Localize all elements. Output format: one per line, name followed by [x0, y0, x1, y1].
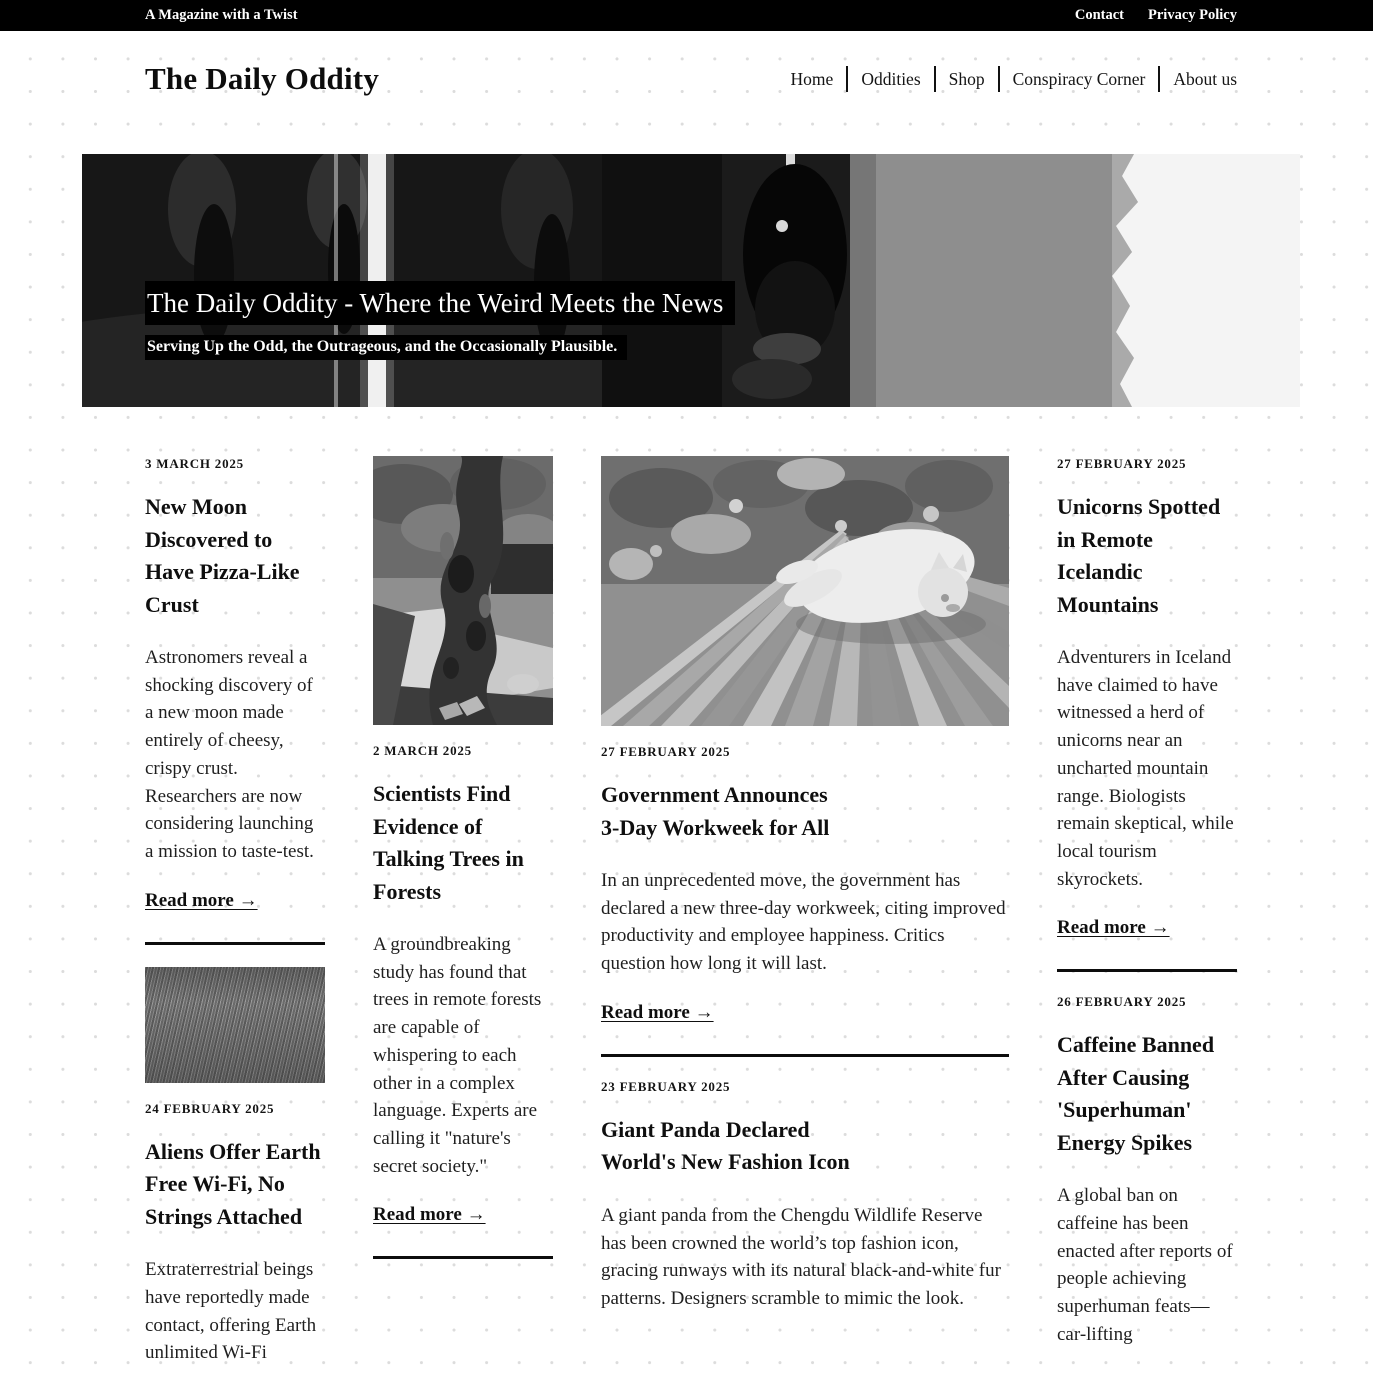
article-date: 27 FEBRUARY 2025 [601, 744, 731, 759]
nav-item-oddities[interactable]: Oddities [861, 68, 921, 89]
article-date: 2 MARCH 2025 [373, 743, 472, 758]
nav-separator [1158, 66, 1160, 92]
nav-separator [998, 66, 1000, 92]
column-4 [1057, 456, 1237, 1373]
top-bar [0, 0, 1373, 31]
article-image-cat-on-bamboo[interactable] [601, 456, 1009, 726]
article-date: 3 MARCH 2025 [145, 456, 244, 471]
article-body: A giant panda from the Chengdu Wildlife Reserve has been crowned the world’s top fashion icon, gracing runways with its natural black-and-white fur patterns. Designers scramble to mimic the look. [601, 1204, 1001, 1309]
article-date: 24 FEBRUARY 2025 [145, 1100, 275, 1116]
article-grid [145, 456, 1237, 1391]
nav-separator [846, 66, 848, 92]
column-2 [373, 456, 553, 1281]
nav-item-shop[interactable]: Shop [948, 68, 985, 89]
article-image-tree-trunk[interactable] [373, 456, 553, 725]
read-more-link[interactable]: Read more → [601, 1001, 714, 1023]
read-more-link[interactable]: Read more → [373, 1204, 486, 1226]
site-title[interactable]: The Daily Oddity [145, 61, 380, 96]
article-unicorns [1057, 456, 1237, 939]
hero-text-overlay [145, 283, 735, 360]
site-tagline: A Magazine with a Twist [145, 7, 298, 23]
article-body: In an unprecedented move, the government has declared a new three-day workweek, citing improved productivity and employee happiness. Critics question how long it will last. [601, 870, 1006, 975]
article-date: 27 FEBRUARY 2025 [1057, 456, 1187, 471]
hero-banner [82, 154, 1300, 407]
article-image-fur-texture[interactable] [145, 967, 325, 1083]
column-3 [601, 456, 1009, 1337]
article-new-moon [145, 456, 325, 912]
nav-separator [934, 66, 936, 92]
article-title[interactable]: Caffeine Banned After Causing 'Superhuman' Energy Spikes [1057, 1032, 1215, 1155]
read-more-link[interactable]: Read more → [145, 889, 258, 911]
article-date: 23 FEBRUARY 2025 [601, 1078, 731, 1094]
article-body: Extraterrestrial beings have reportedly made contact, offering Earth unlimited Wi-Fi [145, 1259, 317, 1364]
article-divider [373, 1256, 553, 1259]
article-title[interactable]: Aliens Offer Earth Free Wi-Fi, No Strings Attached [145, 1138, 321, 1229]
topbar-links [1075, 7, 1237, 24]
article-body: Astronomers reveal a shocking discovery of a new moon made entirely of cheesy, crispy crust. Researchers are now considering launching a mission to taste-test. [145, 647, 314, 862]
article-title[interactable]: Unicorns Spotted in Remote Icelandic Mountains [1057, 494, 1221, 617]
article-body: Adventurers in Iceland have claimed to have witnessed a herd of unicorns near an uncharted mountain range. Biologists remain skeptical, while local tourism skyrockets. [1057, 647, 1234, 890]
article-body: A groundbreaking study has found that trees in remote forests are capable of whispering to each other in a complex language. Experts are calling it "nature's secret society." [373, 934, 542, 1177]
main-nav [791, 66, 1237, 92]
article-date: 26 FEBRUARY 2025 [1057, 994, 1187, 1010]
column-1 [145, 456, 325, 1391]
article-title[interactable]: Government Announces 3-Day Workweek for All [601, 782, 830, 840]
article-workweek [601, 456, 1009, 1024]
article-panda-fashion [601, 1079, 1009, 1313]
site-header [0, 31, 1373, 101]
article-title[interactable]: New Moon Discovered to Have Pizza-Like Crust [145, 494, 300, 617]
article-divider [1057, 969, 1237, 972]
nav-item-about-us[interactable]: About us [1173, 68, 1237, 89]
topbar-link-contact[interactable]: Contact [1074, 7, 1125, 23]
nav-item-home[interactable]: Home [790, 68, 834, 89]
article-divider [145, 942, 325, 945]
article-aliens-wifi [145, 967, 325, 1367]
article-title[interactable]: Scientists Find Evidence of Talking Trees in Forests [373, 781, 524, 904]
article-caffeine-ban [1057, 994, 1237, 1348]
article-body: A global ban on caffeine has been enacted after reports of people achieving superhuman feats—car-lifting [1057, 1185, 1233, 1345]
hero-title: The Daily Oddity - Where the Weird Meets the News [145, 281, 735, 325]
topbar-link-privacy-policy[interactable]: Privacy Policy [1148, 7, 1237, 23]
article-talking-trees [373, 456, 553, 1226]
nav-item-conspiracy-corner[interactable]: Conspiracy Corner [1012, 68, 1146, 89]
article-title[interactable]: Giant Panda Declared World's New Fashion Icon [601, 1116, 850, 1175]
hero-subtitle: Serving Up the Odd, the Outrageous, and the Occasionally Plausible. [145, 335, 627, 360]
read-more-link[interactable]: Read more → [1057, 917, 1170, 939]
article-divider [601, 1054, 1009, 1057]
